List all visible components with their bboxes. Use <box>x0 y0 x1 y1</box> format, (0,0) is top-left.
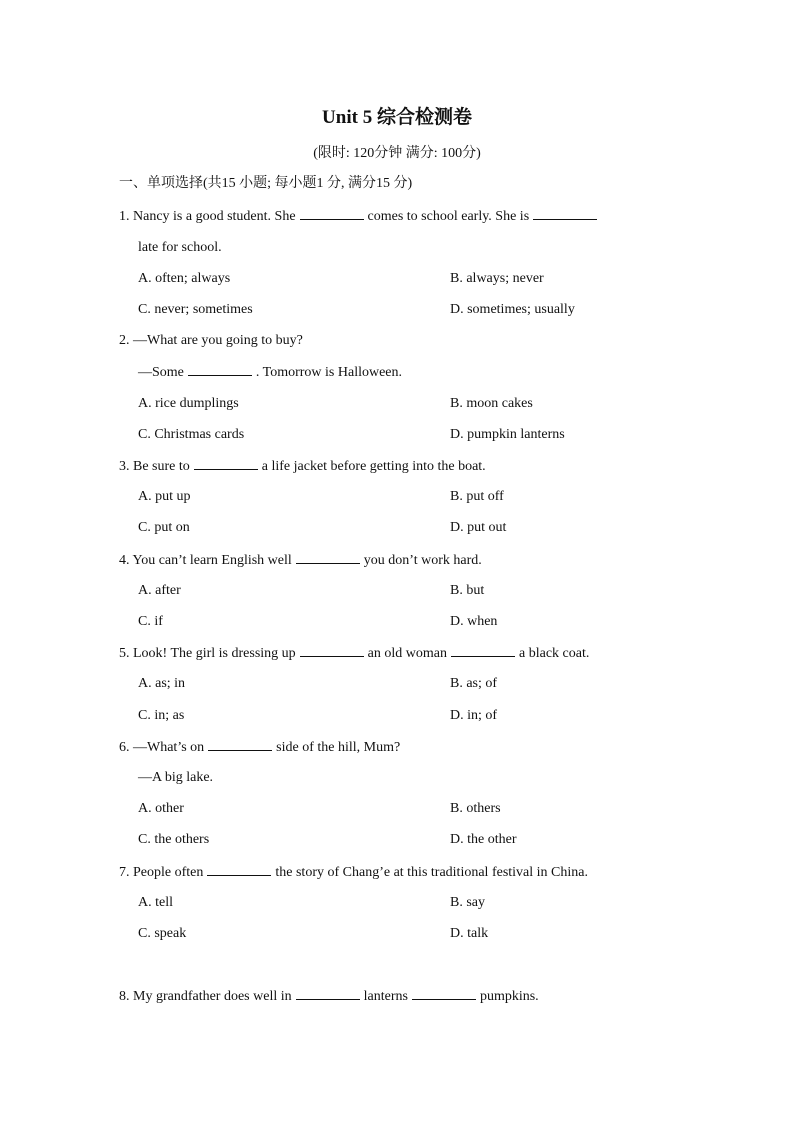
question-1-stem <box>119 205 601 228</box>
q6-option-d: D. the other <box>450 832 517 847</box>
stem-text: 4. You can’t learn English well <box>119 553 292 568</box>
answer-blank <box>533 205 597 220</box>
answer-blank <box>208 736 272 751</box>
answer-blank <box>296 549 360 564</box>
q3-option-c: C. put on <box>138 520 190 535</box>
q4-option-b: B. but <box>450 583 485 598</box>
answer-blank <box>194 455 258 470</box>
q3-option-d: D. put out <box>450 520 507 535</box>
stem-text: . Tomorrow is Halloween. <box>255 365 403 380</box>
question-6-stem <box>119 736 400 759</box>
stem-text: you don’t work hard. <box>363 553 482 568</box>
answer-blank <box>300 642 364 657</box>
q7-option-d: D. talk <box>450 926 489 941</box>
q7-option-b: B. say <box>450 895 485 910</box>
question-3-stem <box>119 455 486 478</box>
stem-text: pumpkins. <box>479 989 539 1004</box>
q7-option-c: C. speak <box>138 926 187 941</box>
q6-option-a: A. other <box>138 801 184 816</box>
question-6-reply: —A big lake. <box>138 770 214 785</box>
stem-text: a black coat. <box>519 646 590 661</box>
answer-blank <box>207 861 271 876</box>
stem-text: 6. —What’s on <box>119 740 205 755</box>
q1-option-b: B. always; never <box>450 271 544 286</box>
stem-text: 5. Look! The girl is dressing up <box>119 646 296 661</box>
answer-blank <box>296 985 360 1000</box>
q3-option-a: A. put up <box>138 489 191 504</box>
answer-blank <box>412 985 476 1000</box>
section-heading: 一、单项选择(共15 小题; 每小题1 分, 满分15 分) <box>119 176 413 191</box>
q6-option-b: B. others <box>450 801 501 816</box>
stem-text: comes to school early. She is <box>367 209 530 224</box>
q2-option-b: B. moon cakes <box>450 396 533 411</box>
answer-blank <box>300 205 364 220</box>
question-2-stem: 2. —What are you going to buy? <box>119 333 303 348</box>
q6-option-c: C. the others <box>138 832 210 847</box>
q5-option-a: A. as; in <box>138 676 186 691</box>
answer-blank <box>188 361 252 376</box>
q4-option-a: A. after <box>138 583 181 598</box>
q1-option-a: A. often; always <box>138 271 231 286</box>
q2-option-d: D. pumpkin lanterns <box>450 427 565 442</box>
question-8-stem <box>119 985 539 1008</box>
question-2-reply <box>138 361 402 384</box>
question-4-stem <box>119 549 482 572</box>
q5-option-b: B. as; of <box>450 676 498 691</box>
stem-text: —Some <box>138 365 184 380</box>
stem-text: a life jacket before getting into the boat. <box>261 459 486 474</box>
q2-option-a: A. rice dumplings <box>138 396 239 411</box>
page-subtitle: (限时: 120分钟 满分: 100分) <box>313 146 481 161</box>
question-1-stem-cont: late for school. <box>138 240 222 255</box>
stem-text: 8. My grandfather does well in <box>119 989 292 1004</box>
q4-option-d: D. when <box>450 614 498 629</box>
q5-option-d: D. in; of <box>450 708 498 723</box>
stem-text: an old woman <box>367 646 447 661</box>
q2-option-c: C. Christmas cards <box>138 427 245 442</box>
answer-blank <box>451 642 515 657</box>
question-5-stem <box>119 642 589 665</box>
stem-text: 1. Nancy is a good student. She <box>119 209 296 224</box>
q7-option-a: A. tell <box>138 895 173 910</box>
stem-text: lanterns <box>363 989 408 1004</box>
q5-option-c: C. in; as <box>138 708 185 723</box>
question-7-stem <box>119 861 588 884</box>
q3-option-b: B. put off <box>450 489 504 504</box>
page-title: Unit 5 综合检测卷 <box>322 107 472 128</box>
q4-option-c: C. if <box>138 614 163 629</box>
stem-text: 3. Be sure to <box>119 459 190 474</box>
stem-text: side of the hill, Mum? <box>276 740 401 755</box>
stem-text: the story of Chang’e at this traditional festival in China. <box>275 865 588 880</box>
stem-text: 7. People often <box>119 865 204 880</box>
q1-option-d: D. sometimes; usually <box>450 302 575 317</box>
q1-option-c: C. never; sometimes <box>138 302 253 317</box>
